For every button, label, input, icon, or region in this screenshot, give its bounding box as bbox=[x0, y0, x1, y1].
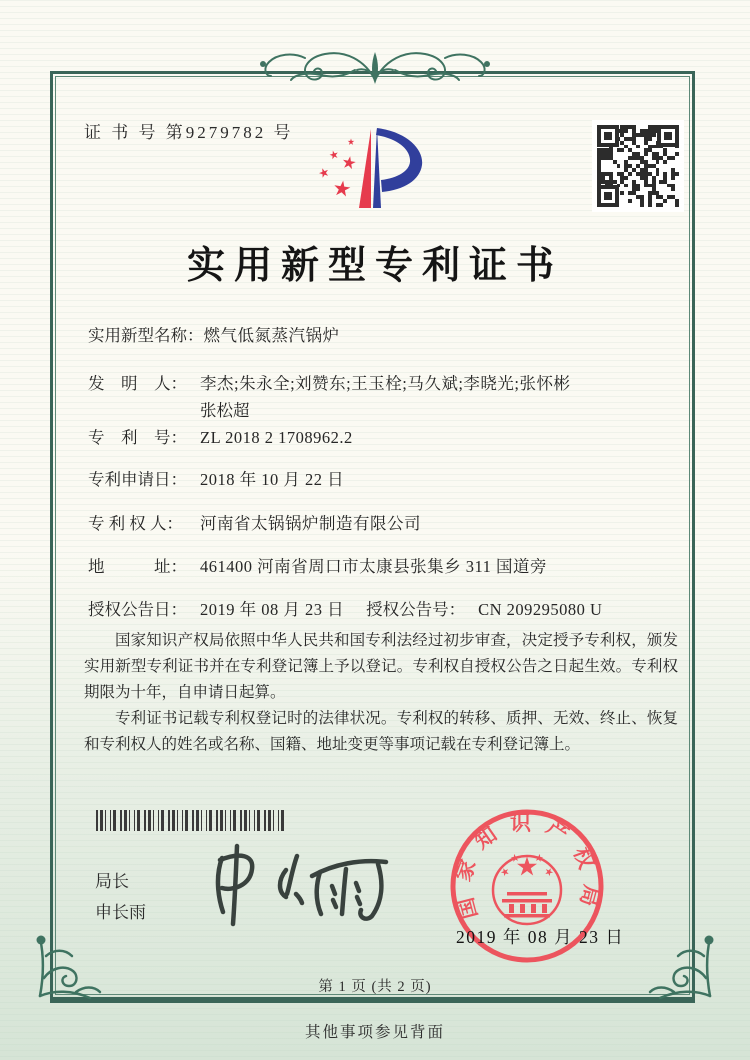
qr-code bbox=[592, 120, 684, 212]
director-block bbox=[95, 866, 146, 928]
legal-text-block bbox=[84, 628, 678, 758]
director-signature-handwriting bbox=[200, 842, 400, 932]
barcode bbox=[96, 810, 284, 831]
field-row-grant-date-and-number bbox=[88, 596, 678, 620]
page-number: 第 1 页 (共 2 页) bbox=[318, 979, 432, 995]
director-title: 局长 bbox=[95, 872, 129, 891]
field-row-inventors bbox=[88, 370, 678, 394]
national-emblem-icon bbox=[493, 853, 561, 924]
field-label: 授权公告号： bbox=[366, 600, 466, 619]
cnipa-patent-logo-icon bbox=[310, 120, 430, 216]
field-label: 授权公告日： bbox=[88, 600, 187, 619]
field-value: 2019 年 08 月 23 日 bbox=[200, 600, 345, 619]
field-label: 实用新型名称： bbox=[88, 326, 204, 345]
qr-finder-top-right bbox=[657, 125, 679, 147]
field-value: 461400 河南省周口市太康县张集乡 311 国道旁 bbox=[200, 557, 548, 576]
director-name: 申长雨 bbox=[95, 903, 146, 922]
field-value: ZL 2018 2 1708962.2 bbox=[200, 428, 353, 447]
corner-ornament-right bbox=[642, 932, 718, 1008]
legal-paragraph-1: 国家知识产权局依照中华人民共和国专利法经过初步审查，决定授予专利权，颁发实用新型专利证书并在专利登记簿上予以登记。专利权自授权公告之日起生效。专利权期限为十年，自申请日起算。 bbox=[84, 632, 678, 701]
corner-ornament-left bbox=[32, 932, 108, 1008]
field-value-inventors-line2: 张松超 bbox=[200, 401, 250, 420]
qr-finder-top-left bbox=[597, 125, 619, 147]
field-label: 专利申请日： bbox=[88, 470, 187, 489]
certificate-title: 实用新型专利证书 bbox=[186, 245, 563, 287]
field-value: CN 209295080 U bbox=[478, 600, 603, 619]
field-value: 2018 年 10 月 22 日 bbox=[200, 470, 345, 489]
legal-paragraph-2: 专利证书记载专利权登记时的法律状况。专利权的转移、质押、无效、终止、恢复和专利权人的姓名或名称、国籍、地址变更等事项记载在专利登记簿上。 bbox=[84, 710, 678, 753]
field-row-utility-model-name bbox=[88, 322, 678, 346]
seal-text: 国家知识产权局 bbox=[450, 811, 604, 922]
qr-finder-bottom-left bbox=[597, 185, 619, 207]
seal-date: 2019 年 08 月 23 日 bbox=[456, 927, 625, 947]
field-label: 地 址： bbox=[88, 557, 187, 576]
certificate-number: 证 书 号 第9279782 号 bbox=[84, 123, 294, 142]
field-label: 专 利 号： bbox=[88, 428, 187, 447]
field-row-address bbox=[88, 553, 678, 577]
field-value: 李杰;朱永全;刘赞东;王玉栓;马久斌;李晓光;张怀彬 bbox=[200, 374, 571, 393]
field-value: 燃气低氮蒸汽锅炉 bbox=[203, 326, 340, 345]
field-value: 河南省太锅锅炉制造有限公司 bbox=[200, 514, 421, 533]
field-label: 专 利 权 人： bbox=[88, 514, 183, 533]
field-row-patentee bbox=[88, 510, 678, 534]
footer-note: 其他事项参见背面 bbox=[304, 1024, 445, 1041]
field-label: 发 明 人： bbox=[88, 374, 187, 393]
top-flourish-ornament bbox=[243, 40, 507, 92]
field-row-patent-number bbox=[88, 424, 678, 448]
field-row-filing-date bbox=[88, 466, 678, 490]
